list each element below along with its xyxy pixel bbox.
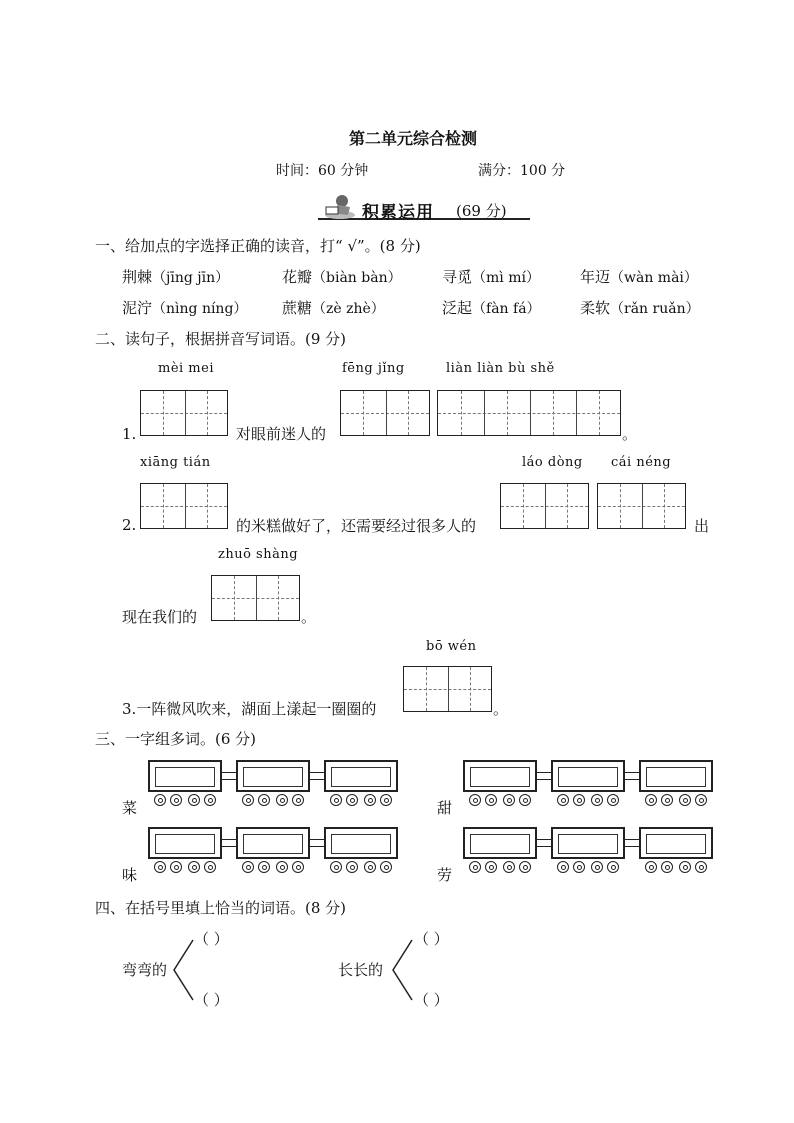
sentence-text: 3.一阵微风吹来，湖面上漾起一圈圈的 — [122, 700, 377, 718]
q1-item: 泥泞（nìng níng） — [122, 299, 248, 317]
q1-item: 年迈（wàn mài） — [580, 268, 698, 286]
train-cart-blank[interactable] — [463, 760, 537, 806]
wheel-icon — [380, 861, 392, 873]
wheel-icon — [364, 861, 376, 873]
pinyin-prompt: bō wén — [426, 639, 477, 654]
wheel-icon — [607, 794, 619, 806]
wheel-icon — [154, 794, 166, 806]
wheel-icon — [503, 794, 515, 806]
wheel-icon — [519, 794, 531, 806]
q1-item: 寻觅（mì mí） — [442, 268, 540, 286]
wheel-icon — [591, 861, 603, 873]
reading-child-icon — [322, 193, 358, 221]
writing-grid[interactable] — [500, 483, 589, 529]
wheel-icon — [276, 861, 288, 873]
wheel-icon — [573, 794, 585, 806]
coupler — [310, 772, 324, 780]
answer-blank[interactable]: （ ） — [414, 930, 449, 948]
page-title: 第二单元综合检测 — [349, 129, 478, 148]
pinyin-prompt: cái néng — [611, 455, 672, 470]
wheel-icon — [204, 794, 216, 806]
wheel-icon — [292, 861, 304, 873]
sentence-text: 对眼前迷人的 — [236, 425, 327, 443]
wheel-icon — [661, 794, 673, 806]
pinyin-prompt: láo dòng — [522, 455, 583, 470]
train-cart-blank[interactable] — [639, 760, 713, 806]
q3-heading: 三、一字组多词。(6 分) — [95, 730, 257, 748]
wheel-icon — [469, 794, 481, 806]
wheel-icon — [242, 794, 254, 806]
wheel-icon — [330, 794, 342, 806]
wheel-icon — [330, 861, 342, 873]
sentence-text: 出 — [694, 517, 710, 535]
wheel-icon — [645, 861, 657, 873]
q4-heading: 四、在括号里填上恰当的词语。(8 分) — [95, 899, 347, 917]
writing-grid[interactable] — [340, 390, 430, 436]
wheel-icon — [469, 861, 481, 873]
writing-grid[interactable] — [437, 390, 621, 436]
wheel-icon — [645, 794, 657, 806]
q1-item: 柔软（rǎn ruǎn） — [580, 299, 700, 317]
wheel-icon — [380, 794, 392, 806]
pinyin-prompt: mèi mei — [158, 361, 214, 376]
wheel-icon — [607, 861, 619, 873]
wheel-icon — [557, 861, 569, 873]
wheel-icon — [573, 861, 585, 873]
coupler — [222, 772, 236, 780]
wheel-icon — [364, 794, 376, 806]
answer-blank[interactable]: （ ） — [194, 991, 229, 1009]
wheel-icon — [485, 861, 497, 873]
answer-blank[interactable]: （ ） — [194, 930, 229, 948]
q1-item: 泛起（fàn fá） — [442, 299, 541, 317]
sentence-number: 1. — [122, 425, 137, 443]
q4-phrase: 长长的 — [338, 961, 384, 979]
sentence-end: 。 — [622, 425, 638, 443]
wheel-icon — [154, 861, 166, 873]
coupler — [310, 839, 324, 847]
pinyin-prompt: fēng jǐng — [342, 361, 405, 376]
wheel-icon — [695, 794, 707, 806]
wheel-icon — [679, 861, 691, 873]
wheel-icon — [503, 861, 515, 873]
wheel-icon — [276, 794, 288, 806]
train-cart-blank[interactable] — [324, 827, 398, 873]
wheel-icon — [242, 861, 254, 873]
train-cart-blank[interactable] — [639, 827, 713, 873]
train-cart-blank[interactable] — [551, 760, 625, 806]
bracket-icon — [390, 938, 414, 1002]
q3-character: 劳 — [437, 866, 453, 884]
wheel-icon — [258, 861, 270, 873]
pinyin-prompt: xiāng tián — [140, 455, 211, 470]
train-cart-blank[interactable] — [551, 827, 625, 873]
wheel-icon — [258, 794, 270, 806]
wheel-icon — [557, 794, 569, 806]
sentence-end: 。 — [301, 608, 317, 626]
wheel-icon — [591, 794, 603, 806]
writing-grid[interactable] — [403, 666, 492, 712]
section-points: (69 分) — [456, 202, 507, 220]
wheel-icon — [679, 794, 691, 806]
q1-heading: 一、给加点的字选择正确的读音，打“ √”。(8 分) — [95, 237, 421, 255]
q1-item: 蔗糖（zè zhè） — [282, 299, 385, 317]
q4-phrase: 弯弯的 — [122, 961, 168, 979]
time-limit: 时间：60 分钟 — [276, 163, 369, 179]
coupler — [625, 772, 639, 780]
wheel-icon — [519, 861, 531, 873]
answer-blank[interactable]: （ ） — [414, 991, 449, 1009]
coupler — [537, 839, 551, 847]
coupler — [222, 839, 236, 847]
pinyin-prompt: liàn liàn bù shě — [446, 361, 555, 376]
train-cart-blank[interactable] — [463, 827, 537, 873]
q3-character: 甜 — [437, 799, 453, 817]
q3-character: 菜 — [122, 799, 138, 817]
train-cart-blank[interactable] — [324, 760, 398, 806]
train-cart-blank[interactable] — [148, 827, 222, 873]
sentence-text: 现在我们的 — [122, 608, 198, 626]
pinyin-prompt: zhuō shàng — [218, 547, 299, 562]
section-title: 积累运用 — [362, 203, 434, 223]
wheel-icon — [170, 861, 182, 873]
wheel-icon — [170, 794, 182, 806]
wheel-icon — [292, 794, 304, 806]
q2-heading: 二、读句子，根据拼音写词语。(9 分) — [95, 330, 347, 348]
wheel-icon — [485, 794, 497, 806]
wheel-icon — [695, 861, 707, 873]
writing-grid[interactable] — [140, 390, 228, 436]
full-score: 满分：100 分 — [478, 163, 566, 179]
wheel-icon — [346, 794, 358, 806]
wheel-icon — [188, 861, 200, 873]
writing-grid[interactable] — [140, 483, 228, 529]
train-cart-blank[interactable] — [148, 760, 222, 806]
coupler — [625, 839, 639, 847]
q3-character: 味 — [122, 866, 138, 884]
q1-item: 荆棘（jīng jīn） — [122, 268, 230, 286]
bracket-icon — [171, 938, 195, 1002]
train-cart-blank[interactable] — [236, 827, 310, 873]
wheel-icon — [661, 861, 673, 873]
q1-item: 花瓣（biàn bàn） — [282, 268, 402, 286]
sentence-number: 2. — [122, 516, 137, 534]
writing-grid[interactable] — [597, 483, 686, 529]
wheel-icon — [204, 861, 216, 873]
train-cart-blank[interactable] — [236, 760, 310, 806]
coupler — [537, 772, 551, 780]
wheel-icon — [346, 861, 358, 873]
wheel-icon — [188, 794, 200, 806]
sentence-end: 。 — [493, 700, 509, 718]
writing-grid[interactable] — [211, 575, 300, 621]
sentence-text: 的米糕做好了，还需要经过很多人的 — [236, 517, 477, 535]
